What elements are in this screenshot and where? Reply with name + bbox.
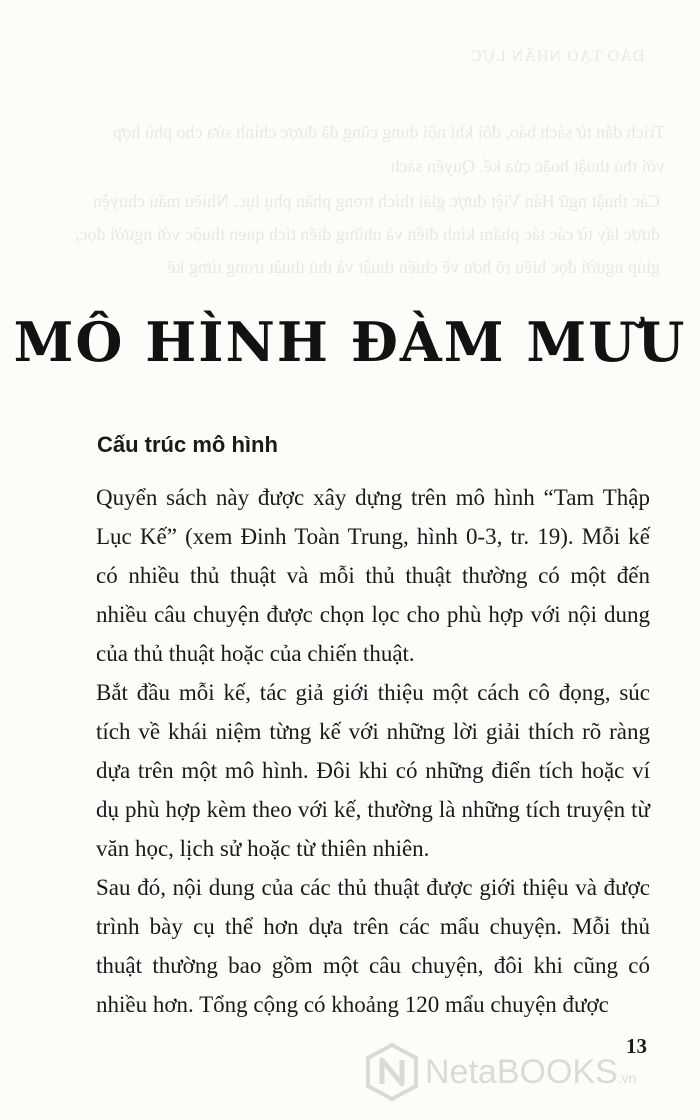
neta-n-hexagon-icon	[365, 1043, 419, 1101]
watermark-brand: NetaBOOKS	[425, 1052, 618, 1091]
watermark-suffix: .vn	[617, 1069, 637, 1086]
bleed-through-text: ĐÀO TẠO NHÂN LỰC Trích dẫn từ sách báo, đôi khi nội dung cũng đã được chỉnh sửa cho phù hợp với thủ thuật hoặc của kế. Quyển sách Các thuật ngữ Hán Việt được giải thích trong phần phụ lục. Nhiều mẩu chuyện được lấy từ các tác phẩm kinh điển và những điển tích quen thuộc với người đọc, giúp người đọc hiểu rõ hơn về chiến thuật và thủ thuật trong từng kế	[75, 48, 665, 277]
watermark	[365, 1043, 636, 1101]
chapter-title: MÔ HÌNH ĐÀM MƯU	[13, 310, 687, 374]
paragraph-1: Quyển sách này được xây dựng trên mô hình “Tam Thập Lục Kế” (xem Đinh Toàn Trung, hình 0-3, tr. 19). Mỗi kế có nhiều thủ thuật và mỗi thủ thuật thường có một đến nhiều câu chuyện được chọn lọc cho phù hợp với nội dung của thủ thuật hoặc của chiến thuật.	[96, 485, 650, 666]
paragraph-3: Sau đó, nội dung của các thủ thuật được giới thiệu và được trình bày cụ thể hơn dựa trên các mẩu chuyện. Mỗi thủ thuật thường bao gồm một câu chuyện, đôi khi cũng có nhiều hơn. Tổng cộng có khoảng 120 mẩu chuyện được	[96, 875, 650, 1017]
watermark-text	[425, 1053, 636, 1092]
section-heading: Cấu trúc mô hình	[97, 432, 278, 457]
paragraph-2: Bắt đầu mỗi kế, tác giả giới thiệu một cách cô đọng, súc tích về khái niệm từng kế với những lời giải thích rõ ràng dựa trên một mô hình. Đôi khi có những điển tích hoặc ví dụ phù hợp kèm theo với kế, thường là những tích truyện từ văn học, lịch sử hoặc từ thiên nhiên.	[96, 680, 650, 861]
page-number: 13	[626, 1034, 647, 1058]
